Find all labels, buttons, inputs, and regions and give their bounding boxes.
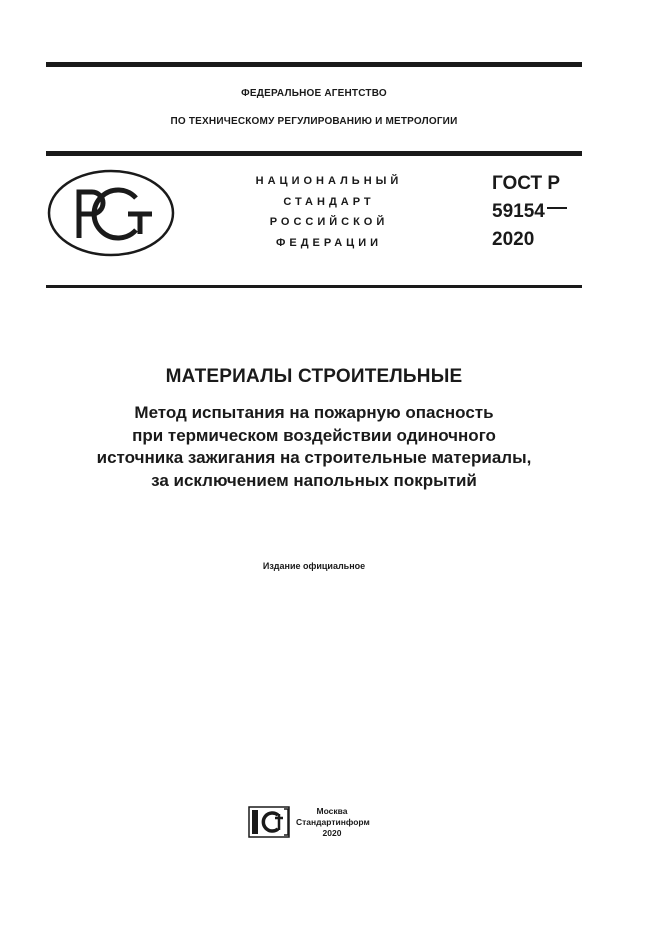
- top-rule: [46, 62, 582, 67]
- designation-dash: [547, 207, 567, 209]
- standard-designation: [492, 170, 567, 254]
- publisher-info: [296, 806, 368, 839]
- agency-name-line-1: ФЕДЕРАЛЬНОЕ АГЕНТСТВО: [241, 88, 387, 99]
- standartinform-logo-icon: [248, 806, 290, 838]
- standard-type-line-4: ФЕДЕРАЦИИ: [275, 236, 383, 249]
- standard-type-line-3: РОССИЙСКОЙ: [269, 216, 389, 228]
- edition-note: Издание официальное: [262, 561, 366, 571]
- designation-prefix: ГОСТ Р: [492, 173, 561, 194]
- agency-name-line-2: ПО ТЕХНИЧЕСКОМУ РЕГУЛИРОВАНИЮ И МЕТРОЛОГИИ: [170, 116, 458, 127]
- subtitle-line-2: при термическом воздействии одиночного: [132, 425, 496, 445]
- standard-type-line-2: СТАНДАРТ: [283, 195, 375, 208]
- designation-year: 2020: [492, 229, 535, 250]
- subtitle-line-1: Метод испытания на пожарную опасность: [134, 403, 494, 422]
- standard-type-line-1: НАЦИОНАЛЬНЫЙ: [255, 175, 403, 187]
- standard-type-block: [214, 171, 444, 253]
- rst-certification-logo-icon: [46, 168, 176, 258]
- publisher-year: 2020: [322, 828, 342, 838]
- bottom-rule: [46, 285, 582, 288]
- document-subtitle: [46, 402, 582, 492]
- subtitle-line-4: за исключением напольных покрытий: [151, 470, 477, 490]
- designation-number: 59154: [492, 201, 545, 222]
- publisher-city: Москва: [316, 806, 348, 816]
- document-title: МАТЕРИАЛЫ СТРОИТЕЛЬНЫЕ: [165, 366, 463, 387]
- designation-number-row: [492, 198, 567, 226]
- subtitle-line-3: источника зажигания на строительные материалы,: [96, 448, 532, 467]
- middle-rule: [46, 151, 582, 156]
- publisher-name: Стандартинформ: [296, 817, 370, 827]
